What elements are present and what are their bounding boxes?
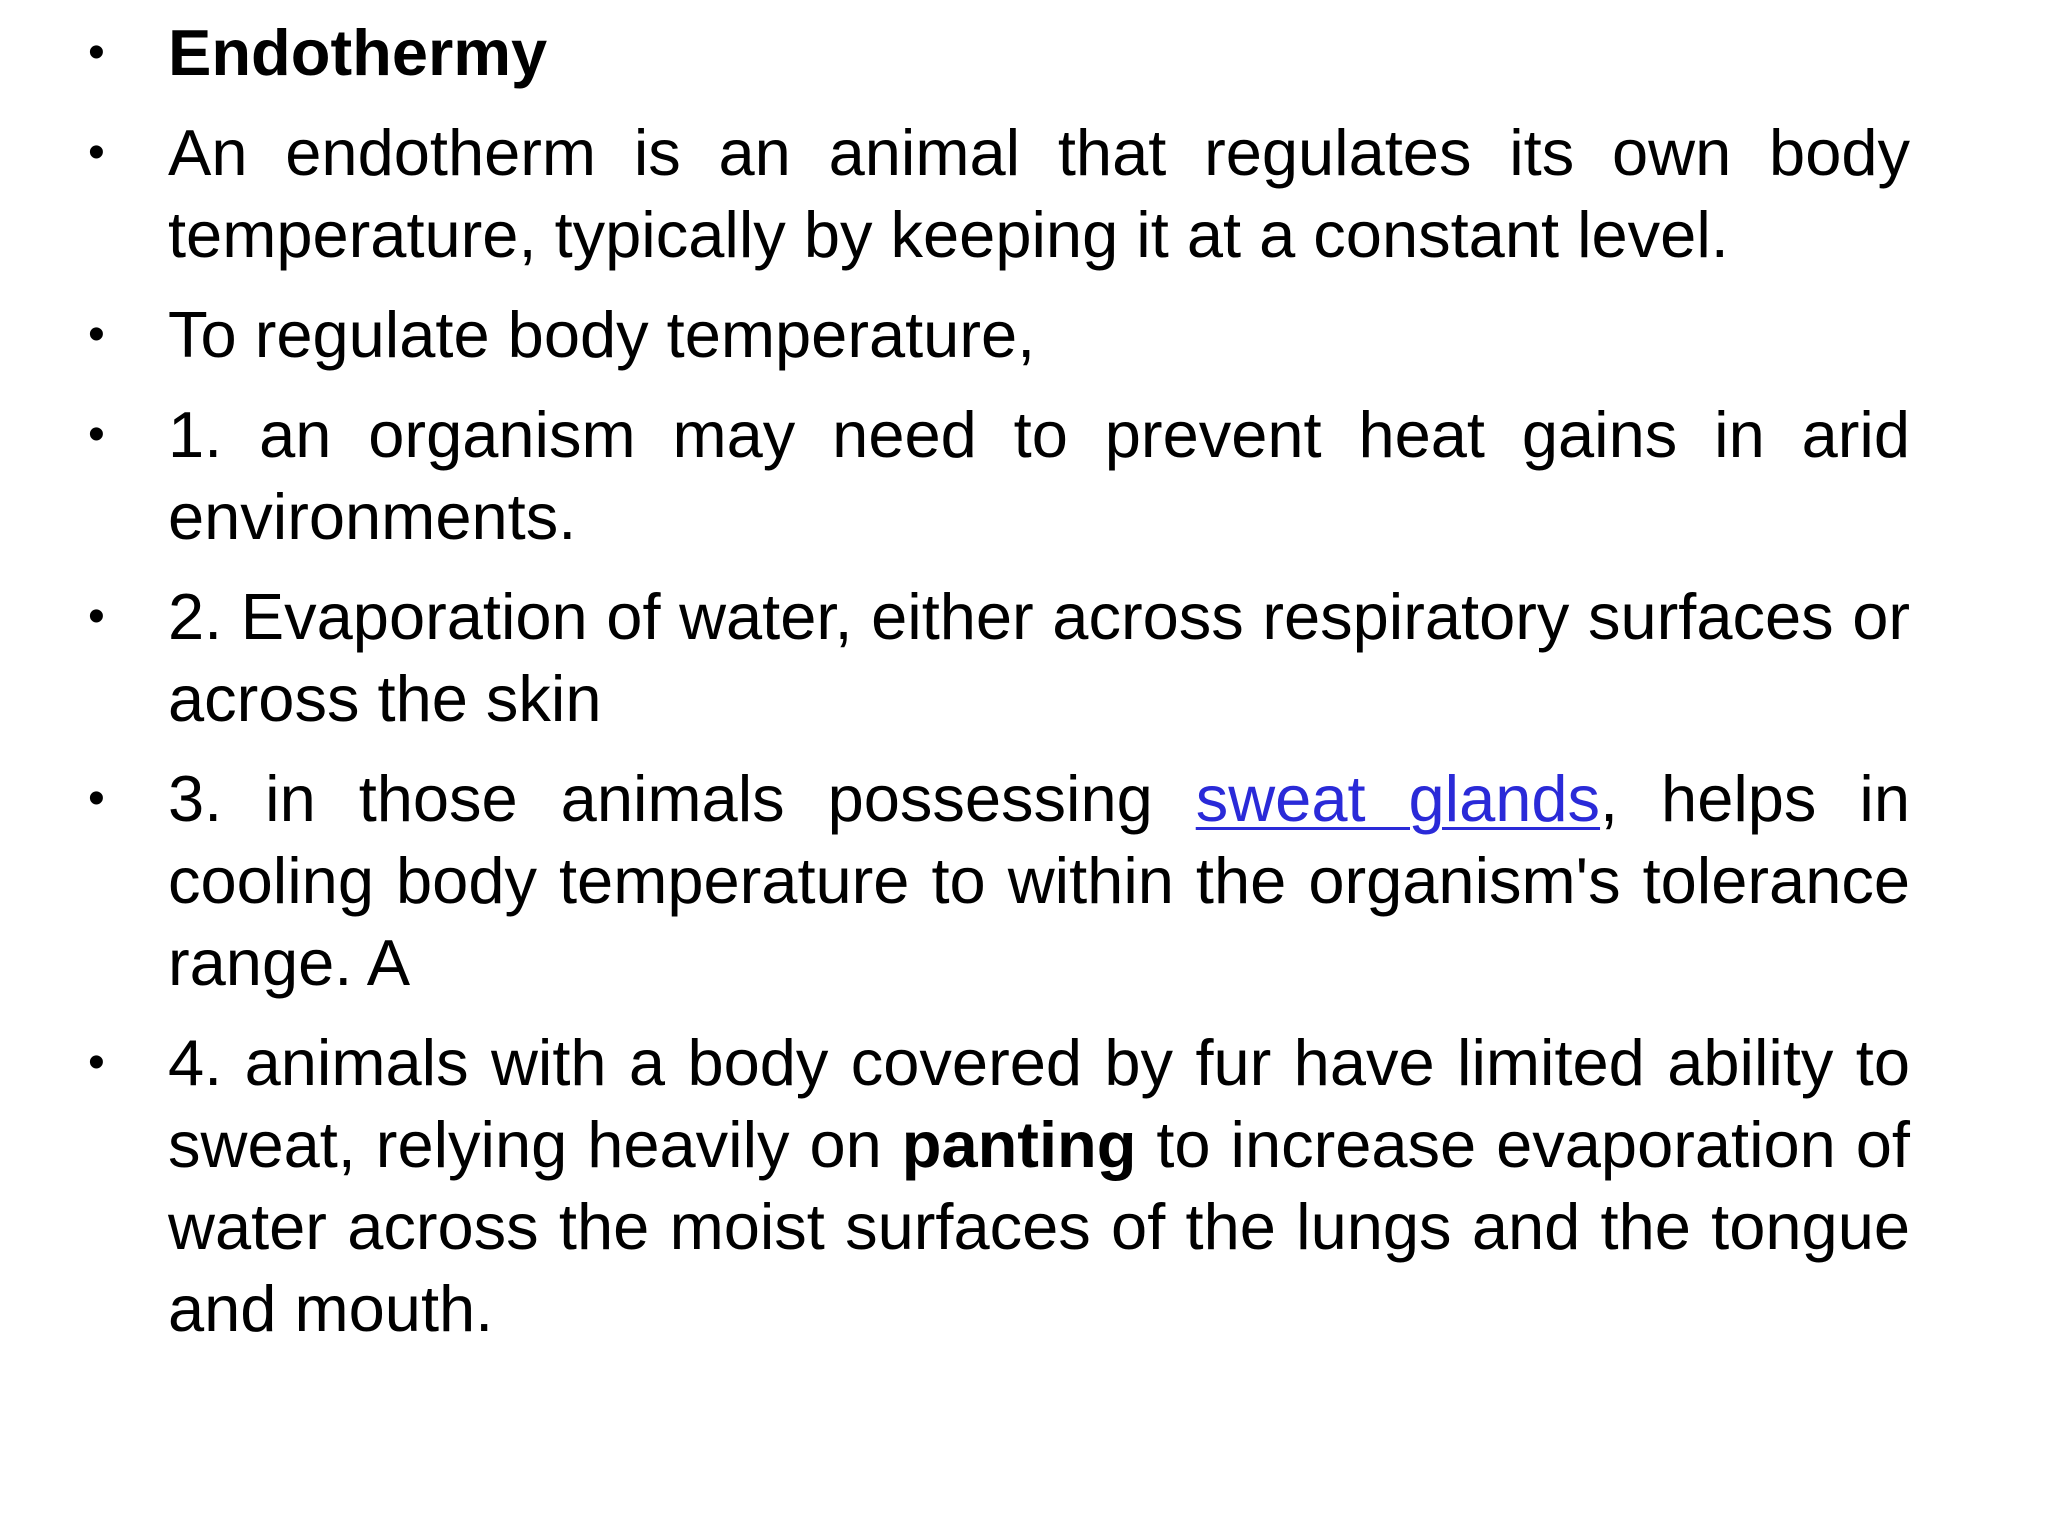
bullet-dot: • bbox=[88, 126, 105, 179]
bullet-text: To regulate body temperature, bbox=[168, 298, 1036, 371]
slide-title: Endothermy bbox=[168, 16, 548, 89]
bullet-item-title bbox=[88, 12, 1910, 94]
bullet-item-regulate bbox=[88, 294, 1910, 376]
bullet-item-definition bbox=[88, 112, 1910, 276]
bullet-dot: • bbox=[88, 308, 105, 361]
bullet-text-after: to increase evaporation of water across the moist surfaces of the lungs and the tongue and mouth. bbox=[168, 1108, 1910, 1345]
bullet-item-4 bbox=[88, 1022, 1910, 1350]
bullet-item-2 bbox=[88, 576, 1910, 740]
bullet-dot: • bbox=[88, 1036, 105, 1089]
bullet-text-after: , helps in cooling body temperature to within the organism's tolerance range. A bbox=[168, 762, 1910, 999]
bullet-text-before: 3. in those animals possessing bbox=[168, 762, 1196, 835]
sweat-glands-link[interactable]: sweat glands bbox=[1195, 762, 1601, 835]
bullet-dot: • bbox=[88, 26, 105, 79]
bullet-dot: • bbox=[88, 772, 105, 825]
bullet-list bbox=[88, 12, 1910, 1350]
slide-content bbox=[88, 12, 1910, 1368]
bullet-dot: • bbox=[88, 590, 105, 643]
bullet-item-1 bbox=[88, 394, 1910, 558]
panting-bold-term: panting bbox=[901, 1108, 1137, 1181]
bullet-text: An endotherm is an animal that regulates its own body temperature, typically by keeping it at a constant level. bbox=[168, 116, 1910, 271]
bullet-item-3 bbox=[88, 758, 1910, 1004]
bullet-text: 2. Evaporation of water, either across respiratory surfaces or across the skin bbox=[168, 580, 1910, 735]
bullet-text: 1. an organism may need to prevent heat gains in arid environments. bbox=[168, 398, 1910, 553]
bullet-dot: • bbox=[88, 408, 105, 461]
bullet-text-before: 4. animals with a body covered by fur have limited ability to sweat, relying heavily on bbox=[168, 1026, 1910, 1181]
